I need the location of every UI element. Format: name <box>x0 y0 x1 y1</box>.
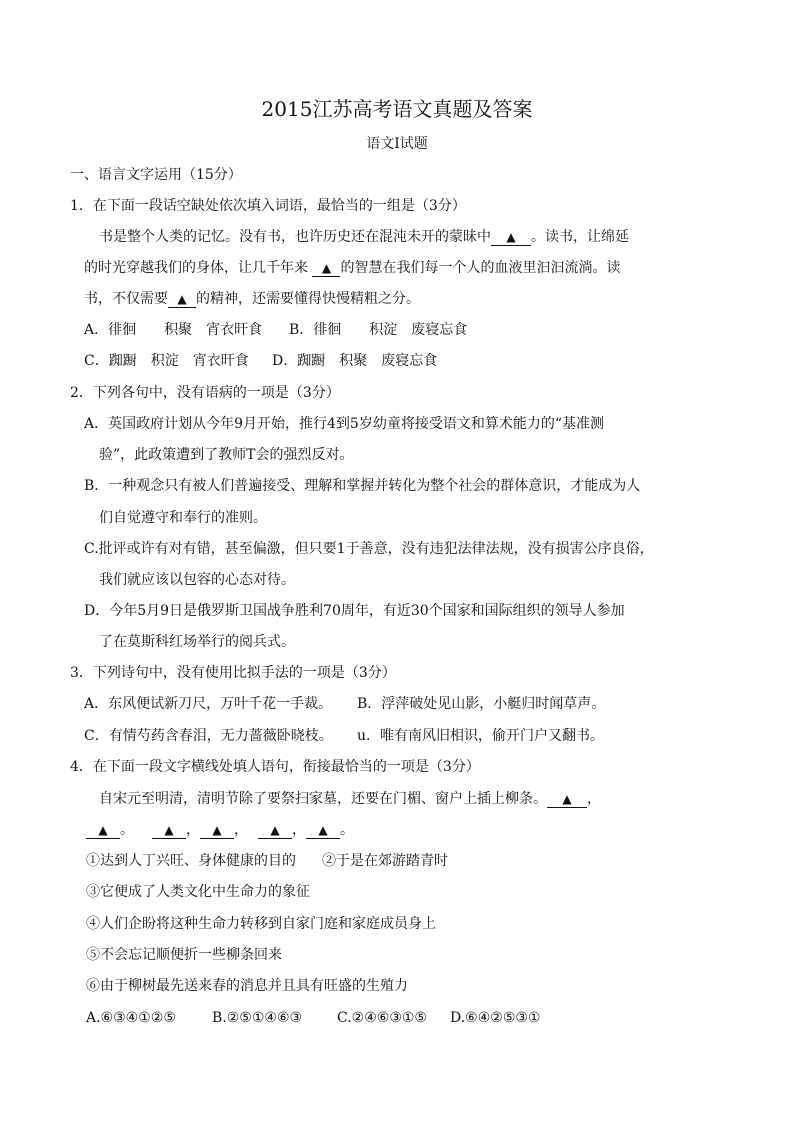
question-3-stem: 3．下列诗句中，没有使用比拟手法的一项是（3分） <box>70 665 396 681</box>
question-4-sentence-6: ⑥由于柳树最先送来春的消息并且具有旺盛的生殖力 <box>86 978 408 994</box>
question-4-blank-line <box>86 821 354 839</box>
punctuation: ， <box>234 822 248 838</box>
question-4-option-a: A.⑥③④①②⑤ <box>86 1010 176 1026</box>
passage-text: 的时光穿越我们的身体，让几千年来 <box>84 260 313 276</box>
question-3-option-a: A．东风便试新刀尺，万叶千花一手裁。 <box>84 696 333 712</box>
blank-marker: ▲ <box>177 292 187 306</box>
passage-text: 的精神，还需要懂得快慢精粗之分。 <box>196 291 420 307</box>
question-1-option-a: A．徘徊 积聚 宵衣旰食 <box>84 322 263 338</box>
page-title: 2015江苏高考语文真题及答案 <box>261 97 533 121</box>
answer-blank <box>306 822 340 839</box>
passage-text: 书，不仅需要 <box>84 291 168 307</box>
answer-blank <box>168 291 196 308</box>
question-1-option-c: C．踟蹰 积淀 宵衣旰食 <box>84 353 249 369</box>
blank-marker: ▲ <box>318 823 328 837</box>
punctuation: 。 <box>340 822 354 838</box>
question-2-stem: 2．下列各句中，没有语病的一项是（3分） <box>70 385 340 401</box>
question-2-option-b-line1: B．一种观念只有被人们普遍接受、理解和掌握并转化为整个社会的群体意识，才能成为人 <box>84 478 641 494</box>
question-2-option-d-line1: D．今年5月9日是俄罗斯卫国战争胜利70周年，有近30个国家和国际组织的领导人参加 <box>84 603 625 619</box>
question-2-option-a-line1: A．英国政府计划从今年9月开始，推行4到5岁幼童将接受语文和算术能力的“基准测 <box>84 416 604 432</box>
answer-blank <box>547 791 587 808</box>
passage-text: 书是整个人类的记忆。没有书，也许历史还在混沌未开的蒙昧中 <box>99 229 491 245</box>
blank-marker: ▲ <box>98 823 108 837</box>
question-4-passage-line <box>99 790 601 808</box>
passage-text: 自宋元至明清，清明节除了要祭扫家墓，还要在门楣、窗户上插上柳条。 <box>99 791 547 807</box>
question-3-option-d: u．唯有南风旧相识，偷开门户又翻书。 <box>357 728 605 744</box>
answer-blank <box>312 260 340 277</box>
punctuation: ， <box>292 822 306 838</box>
blank-marker: ▲ <box>270 823 280 837</box>
blank-marker: ▲ <box>506 230 516 244</box>
blank-marker: ▲ <box>321 261 332 275</box>
blank-marker: ▲ <box>212 823 222 837</box>
blank-marker: ▲ <box>164 823 174 837</box>
question-4-stem: 4．在下面一段文字横线处填人语句，衔接最恰当的一项是（3分） <box>70 759 480 775</box>
answer-blank <box>86 822 120 839</box>
question-2-option-d-line2: 了在莫斯科红场举行的阅兵式。 <box>99 634 295 650</box>
question-4-sentence-2: ②于是在郊游踏青时 <box>322 853 448 869</box>
question-2-option-c-line1: C.批评或许有对有错，甚至偏激，但只要1于善意，没有违犯法律法规，没有损害公序良俗， <box>84 541 654 557</box>
punctuation: 。 <box>120 822 134 838</box>
question-2-option-c-line2: 我们就应该以包容的心态对待。 <box>99 572 295 588</box>
question-1-option-b: B．徘徊 积淀 废寝忘食 <box>289 322 468 338</box>
question-4-sentence-4: ④人们企盼将这种生命力转移到自家门庭和家庭成员身上 <box>86 916 436 932</box>
question-3-option-b: B．浮萍破处见山影，小艇归时闻草声。 <box>357 696 606 712</box>
question-4-sentence-1: ①达到人丁兴旺、身体健康的目的 <box>86 853 296 869</box>
passage-text: 的智慧在我们每一个人的血液里汩汩流淌。读 <box>340 260 621 276</box>
question-1-stem: 1．在下面一段话空缺处依次填入词语，最恰当的一组是（3分） <box>70 198 466 214</box>
question-4-sentence-3: ③它便成了人类文化中生命力的象征 <box>86 884 310 900</box>
question-4-sentence-5: ⑤不会忘记顺便折一些柳条回来 <box>86 947 282 963</box>
passage-text: 。读书，让绵延 <box>531 229 629 245</box>
answer-blank <box>491 229 531 246</box>
question-2-option-b-line2: 们自觉遵守和奉行的准则。 <box>99 510 267 526</box>
question-3-option-c: C．有情芍药含春泪，无力蔷薇卧晓枝。 <box>84 728 333 744</box>
question-4-option-c: C.②④⑥③①⑤ <box>337 1010 427 1026</box>
question-1-option-d: D．踟蹰 积聚 废寝忘食 <box>272 353 438 369</box>
punctuation: ， <box>186 822 200 838</box>
section-heading: 一、语言文字运用（15分） <box>70 167 242 183</box>
answer-blank <box>258 822 292 839</box>
question-2-option-a-line2: 验”，此政策遭到了教师Τ会的强烈反对。 <box>99 447 354 463</box>
answer-blank <box>200 822 234 839</box>
question-1-passage-line <box>84 259 620 277</box>
question-4-option-b: B.②⑤①④⑥③ <box>212 1010 303 1026</box>
question-1-passage-line <box>99 228 629 246</box>
question-1-passage-line <box>84 290 420 308</box>
question-4-option-d: D.⑥④②⑤③① <box>450 1010 541 1026</box>
answer-blank <box>152 822 186 839</box>
blank-marker: ▲ <box>562 792 572 806</box>
punctuation: ， <box>587 791 601 807</box>
page-subtitle: 语文Ⅰ试题 <box>366 136 428 152</box>
